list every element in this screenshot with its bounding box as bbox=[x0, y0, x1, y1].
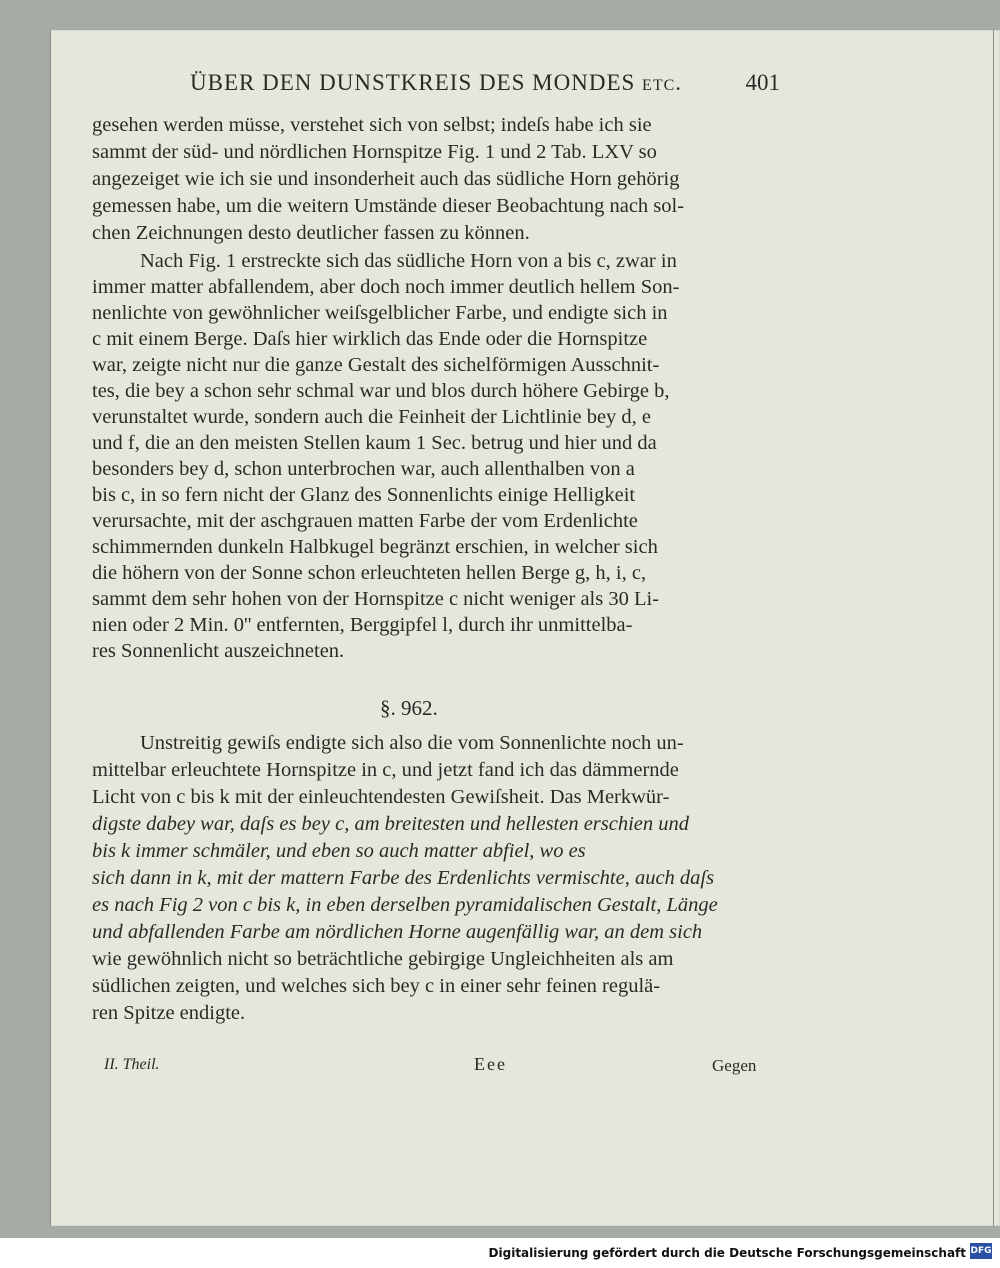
text-line: Licht von c bis k mit der einleuchtendesten Gewiſsheit. Das Merkwür- bbox=[92, 786, 670, 808]
text-line: c mit einem Berge. Daſs hier wirklich das Ende oder die Hornspitze bbox=[92, 328, 648, 350]
text-line: bis c, in so fern nicht der Glanz des Sonnenlichts einige Helligkeit bbox=[92, 484, 636, 506]
footer-signature: Eee bbox=[474, 1054, 507, 1074]
text-line: Unstreitig gewiſs endigte sich also die vom Sonnenlichte noch un- bbox=[140, 732, 684, 754]
text-line: wie gewöhnlich nicht so beträchtliche gebirgige Ungleichheiten als am bbox=[92, 948, 674, 970]
dfg-logo-icon[interactable]: DFG bbox=[970, 1243, 992, 1259]
text-line: es nach Fig 2 von c bis k, in eben derselben pyramidalischen Gestalt, Länge bbox=[92, 894, 718, 916]
text-line: besonders bey d, schon unterbrochen war, auch allenthalben von a bbox=[92, 458, 635, 480]
text-line: und abfallenden Farbe am nördlichen Horne augenfällig war, an dem sich bbox=[92, 921, 703, 943]
text-line: chen Zeichnungen desto deutlicher fassen zu können. bbox=[92, 222, 530, 244]
footer-volume: II. Theil. bbox=[104, 1056, 160, 1073]
text-line: tes, die bey a schon sehr schmal war und blos durch höhere Gebirge b, bbox=[92, 380, 670, 402]
text-line: bis k immer schmäler, und eben so auch matter abfiel, wo es bbox=[92, 840, 586, 862]
paragraph-2 bbox=[92, 248, 782, 664]
text-line: und f, die an den meisten Stellen kaum 1 Sec. betrug und hier und da bbox=[92, 432, 657, 454]
text-line: verunstaltet wurde, sondern auch die Feinheit der Lichtlinie bey d, e bbox=[92, 406, 652, 428]
text-line: ren Spitze endigte. bbox=[92, 1002, 246, 1024]
text-line: verursachte, mit der aschgrauen matten Farbe der vom Erdenlichte bbox=[92, 510, 638, 532]
page-right-edge bbox=[993, 30, 994, 1226]
funding-credit[interactable]: Digitalisierung gefördert durch die Deutsche Forschungsgemeinschaft bbox=[488, 1246, 966, 1260]
text-line: nenlichte von gewöhnlicher weiſsgelblicher Farbe, und endigte sich in bbox=[92, 302, 668, 324]
text-line: sich dann in k, mit der mattern Farbe des Erdenlichts vermischte, auch daſs bbox=[92, 867, 715, 889]
text-line: gesehen werden müsse, verstehet sich von selbst; indeſs habe ich sie bbox=[92, 114, 652, 136]
text-line: digste dabey war, daſs es bey c, am breitesten und hellesten erschien und bbox=[92, 813, 690, 835]
text-line: angezeiget wie ich sie und insonderheit auch das südliche Horn gehörig bbox=[92, 168, 680, 190]
page-left-edge bbox=[50, 30, 51, 1226]
running-header bbox=[190, 70, 780, 106]
text-line: gemessen habe, um die weitern Umstände dieser Beobachtung nach sol- bbox=[92, 195, 685, 217]
paragraph-3 bbox=[92, 730, 782, 1027]
text-line: immer matter abfallendem, aber doch noch immer deutlich hellem Son- bbox=[92, 276, 680, 298]
paragraph-1 bbox=[92, 112, 782, 247]
text-line: nien oder 2 Min. 0'' entfernten, Berggipfel l, durch ihr unmittelba- bbox=[92, 614, 633, 636]
footer-catchword: Gegen bbox=[712, 1056, 757, 1075]
text-line: mittelbar erleuchtete Hornspitze in c, und jetzt fand ich das dämmernde bbox=[92, 759, 679, 781]
text-line: sammt der süd- und nördlichen Hornspitze Fig. 1 und 2 Tab. LXV so bbox=[92, 141, 657, 163]
text-line: Nach Fig. 1 erstreckte sich das südliche Horn von a bis c, zwar in bbox=[140, 250, 677, 272]
text-line: res Sonnenlicht auszeichneten. bbox=[92, 640, 345, 662]
text-line: sammt dem sehr hohen von der Hornspitze c nicht weniger als 30 Li- bbox=[92, 588, 660, 610]
text-line: die höhern von der Sonne schon erleuchteten hellen Berge g, h, i, c, bbox=[92, 562, 647, 584]
text-line: war, zeigte nicht nur die ganze Gestalt des sichelförmigen Ausschnit- bbox=[92, 354, 660, 376]
text-line: schimmernden dunkeln Halbkugel begränzt erschien, in welcher sich bbox=[92, 536, 658, 558]
text-line: südlichen zeigten, und welches sich bey c in einer sehr feinen regulä- bbox=[92, 975, 661, 997]
header-title: ÜBER DEN DUNSTKREIS DES MONDES etc. bbox=[190, 70, 683, 95]
page-number: 401 bbox=[745, 70, 780, 95]
section-heading: §. 962. bbox=[380, 696, 438, 720]
